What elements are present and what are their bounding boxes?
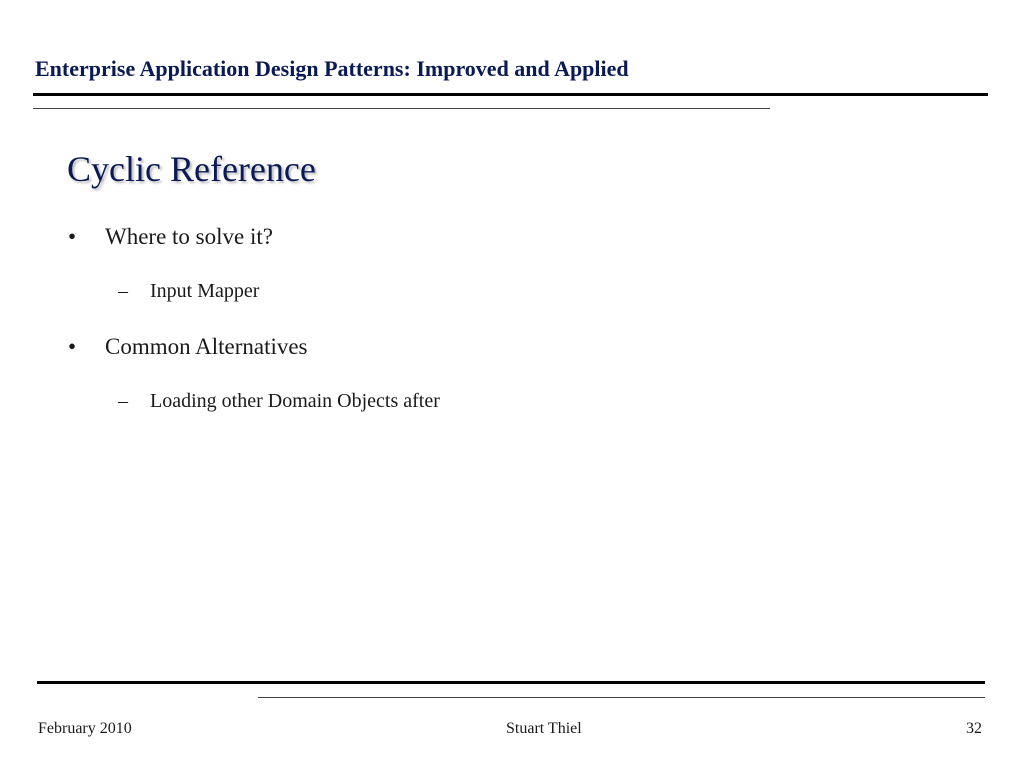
sub-bullet-marker: – bbox=[118, 280, 128, 302]
bullet-marker: • bbox=[68, 334, 77, 359]
header-divider-thin bbox=[33, 108, 770, 109]
bullet-marker: • bbox=[68, 224, 77, 249]
footer-date: February 2010 bbox=[38, 720, 132, 737]
bullet-text: Where to solve it? bbox=[105, 224, 273, 249]
footer-divider-thin bbox=[258, 697, 985, 698]
slide-title: Cyclic Reference bbox=[67, 149, 316, 189]
footer-divider-thick bbox=[37, 681, 985, 684]
page-number: 32 bbox=[966, 720, 982, 737]
footer-author: Stuart Thiel bbox=[506, 720, 582, 737]
sub-bullet-marker: – bbox=[118, 390, 128, 412]
header-divider-thick bbox=[33, 93, 988, 96]
sub-bullet-text: Input Mapper bbox=[150, 280, 260, 302]
bullet-text: Common Alternatives bbox=[105, 334, 308, 359]
sub-bullet-text: Loading other Domain Objects after bbox=[150, 390, 440, 412]
presentation-title: Enterprise Application Design Patterns: Improved and Applied bbox=[35, 56, 629, 81]
